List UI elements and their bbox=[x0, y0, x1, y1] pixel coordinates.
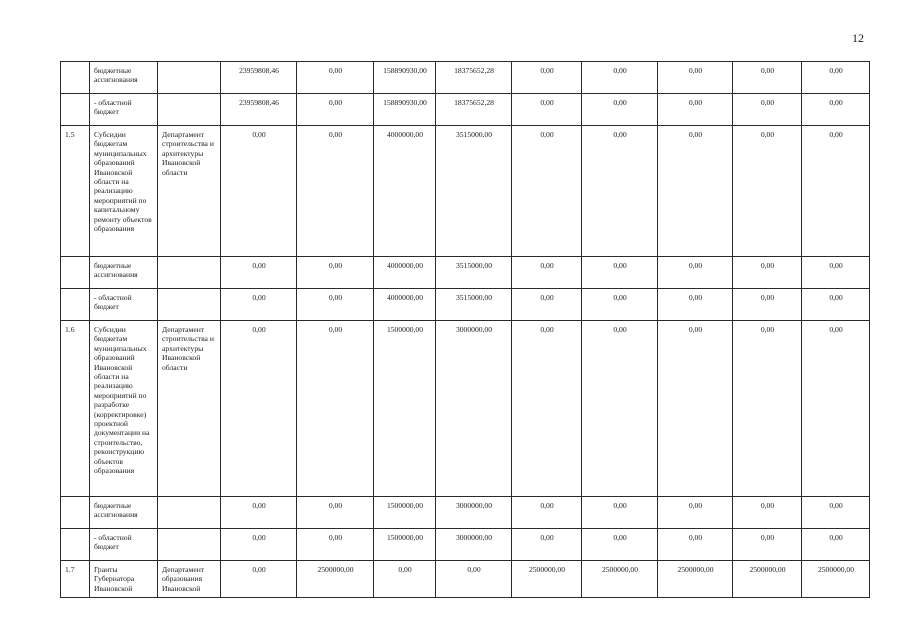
value-cell: 3515000,00 bbox=[436, 289, 512, 321]
value-cell: 0,00 bbox=[512, 321, 582, 497]
value-cell: 0,00 bbox=[658, 529, 733, 561]
value-cell: 3000000,00 bbox=[436, 529, 512, 561]
row-number-cell bbox=[61, 289, 90, 321]
value-cell: 2500000,00 bbox=[658, 561, 733, 598]
value-cell: 2500000,00 bbox=[802, 561, 870, 598]
row-number-cell: 1.7 bbox=[61, 561, 90, 598]
value-cell: 0,00 bbox=[733, 321, 802, 497]
value-cell: 158890930,00 bbox=[374, 62, 436, 94]
value-cell: 0,00 bbox=[733, 497, 802, 529]
value-cell: 0,00 bbox=[658, 94, 733, 126]
value-cell: 0,00 bbox=[221, 529, 297, 561]
table-row bbox=[61, 94, 870, 126]
row-executor-cell: Департамент образования Ивановской bbox=[158, 561, 221, 598]
value-cell: 0,00 bbox=[582, 62, 658, 94]
value-cell: 3000000,00 bbox=[436, 497, 512, 529]
value-cell: 0,00 bbox=[802, 94, 870, 126]
row-executor-cell: Департамент строительства и архитектуры Ивановской области bbox=[158, 321, 221, 497]
row-executor-cell: Департамент строительства и архитектуры Ивановской области bbox=[158, 126, 221, 257]
value-cell: 0,00 bbox=[582, 321, 658, 497]
value-cell: 0,00 bbox=[221, 321, 297, 497]
table-row bbox=[61, 561, 870, 598]
value-cell: 0,00 bbox=[733, 529, 802, 561]
value-cell: 23959808,46 bbox=[221, 94, 297, 126]
value-cell: 0,00 bbox=[802, 126, 870, 257]
value-cell: 0,00 bbox=[512, 497, 582, 529]
row-name-cell: Субсидии бюджетам муниципальных образований Ивановской области на реализацию мероприятий по капитальному ремонту объектов образования bbox=[90, 126, 158, 257]
row-executor-cell bbox=[158, 529, 221, 561]
table-row bbox=[61, 497, 870, 529]
row-name-cell: Субсидии бюджетам муниципальных образований Ивановской области на реализацию мероприятий по разработке (корректировке) проектной документации на строительство, реконструкцию объектов образования bbox=[90, 321, 158, 497]
value-cell: 0,00 bbox=[512, 94, 582, 126]
value-cell: 3000000,00 bbox=[436, 321, 512, 497]
row-name-cell: - областной бюджет bbox=[90, 529, 158, 561]
value-cell: 2500000,00 bbox=[733, 561, 802, 598]
budget-table bbox=[60, 61, 870, 598]
table-row bbox=[61, 529, 870, 561]
value-cell: 0,00 bbox=[582, 126, 658, 257]
row-name-cell: бюджетные ассигнования bbox=[90, 497, 158, 529]
value-cell: 0,00 bbox=[802, 289, 870, 321]
value-cell: 0,00 bbox=[582, 257, 658, 289]
value-cell: 4000000,00 bbox=[374, 126, 436, 257]
row-number-cell bbox=[61, 94, 90, 126]
value-cell: 0,00 bbox=[802, 321, 870, 497]
row-executor-cell bbox=[158, 497, 221, 529]
value-cell: 18375652,28 bbox=[436, 62, 512, 94]
value-cell: 0,00 bbox=[582, 94, 658, 126]
value-cell: 0,00 bbox=[297, 257, 374, 289]
value-cell: 0,00 bbox=[512, 126, 582, 257]
value-cell: 0,00 bbox=[297, 94, 374, 126]
value-cell: 3515000,00 bbox=[436, 257, 512, 289]
value-cell: 0,00 bbox=[733, 62, 802, 94]
value-cell: 4000000,00 bbox=[374, 289, 436, 321]
row-executor-cell bbox=[158, 94, 221, 126]
value-cell: 0,00 bbox=[221, 289, 297, 321]
row-number-cell: 1.5 bbox=[61, 126, 90, 257]
value-cell: 0,00 bbox=[802, 497, 870, 529]
value-cell: 0,00 bbox=[297, 62, 374, 94]
value-cell: 1500000,00 bbox=[374, 321, 436, 497]
table-row bbox=[61, 62, 870, 94]
value-cell: 0,00 bbox=[802, 62, 870, 94]
value-cell: 0,00 bbox=[436, 561, 512, 598]
value-cell: 0,00 bbox=[512, 62, 582, 94]
value-cell: 0,00 bbox=[297, 289, 374, 321]
value-cell: 2500000,00 bbox=[297, 561, 374, 598]
value-cell: 0,00 bbox=[582, 497, 658, 529]
value-cell: 3515000,00 bbox=[436, 126, 512, 257]
value-cell: 0,00 bbox=[297, 126, 374, 257]
row-executor-cell bbox=[158, 289, 221, 321]
value-cell: 0,00 bbox=[221, 257, 297, 289]
value-cell: 0,00 bbox=[374, 561, 436, 598]
value-cell: 2500000,00 bbox=[512, 561, 582, 598]
page-number: 12 bbox=[852, 31, 864, 45]
row-name-cell: Гранты Губернатора Ивановской bbox=[90, 561, 158, 598]
value-cell: 1500000,00 bbox=[374, 497, 436, 529]
value-cell: 1500000,00 bbox=[374, 529, 436, 561]
value-cell: 0,00 bbox=[733, 126, 802, 257]
value-cell: 0,00 bbox=[221, 497, 297, 529]
value-cell: 0,00 bbox=[512, 289, 582, 321]
value-cell: 158890930,00 bbox=[374, 94, 436, 126]
row-executor-cell bbox=[158, 257, 221, 289]
row-number-cell bbox=[61, 497, 90, 529]
value-cell: 0,00 bbox=[297, 529, 374, 561]
value-cell: 0,00 bbox=[582, 289, 658, 321]
value-cell: 0,00 bbox=[221, 561, 297, 598]
value-cell: 0,00 bbox=[733, 289, 802, 321]
row-number-cell bbox=[61, 529, 90, 561]
table-row bbox=[61, 289, 870, 321]
value-cell: 18375652,28 bbox=[436, 94, 512, 126]
value-cell: 2500000,00 bbox=[582, 561, 658, 598]
row-name-cell: - областной бюджет bbox=[90, 94, 158, 126]
row-name-cell: бюджетные ассигнования bbox=[90, 62, 158, 94]
value-cell: 0,00 bbox=[512, 257, 582, 289]
value-cell: 0,00 bbox=[512, 529, 582, 561]
value-cell: 0,00 bbox=[297, 321, 374, 497]
value-cell: 4000000,00 bbox=[374, 257, 436, 289]
value-cell: 0,00 bbox=[658, 62, 733, 94]
row-number-cell bbox=[61, 62, 90, 94]
value-cell: 0,00 bbox=[802, 257, 870, 289]
value-cell: 0,00 bbox=[658, 126, 733, 257]
value-cell: 0,00 bbox=[582, 529, 658, 561]
value-cell: 0,00 bbox=[658, 289, 733, 321]
table-row bbox=[61, 126, 870, 257]
value-cell: 0,00 bbox=[658, 497, 733, 529]
row-name-cell: бюджетные ассигнования bbox=[90, 257, 158, 289]
row-number-cell: 1.6 bbox=[61, 321, 90, 497]
value-cell: 23959808,46 bbox=[221, 62, 297, 94]
value-cell: 0,00 bbox=[658, 257, 733, 289]
value-cell: 0,00 bbox=[733, 257, 802, 289]
value-cell: 0,00 bbox=[297, 497, 374, 529]
value-cell: 0,00 bbox=[221, 126, 297, 257]
row-number-cell bbox=[61, 257, 90, 289]
value-cell: 0,00 bbox=[658, 321, 733, 497]
value-cell: 0,00 bbox=[733, 94, 802, 126]
row-executor-cell bbox=[158, 62, 221, 94]
row-name-cell: - областной бюджет bbox=[90, 289, 158, 321]
table-row bbox=[61, 321, 870, 497]
table-row bbox=[61, 257, 870, 289]
value-cell: 0,00 bbox=[802, 529, 870, 561]
